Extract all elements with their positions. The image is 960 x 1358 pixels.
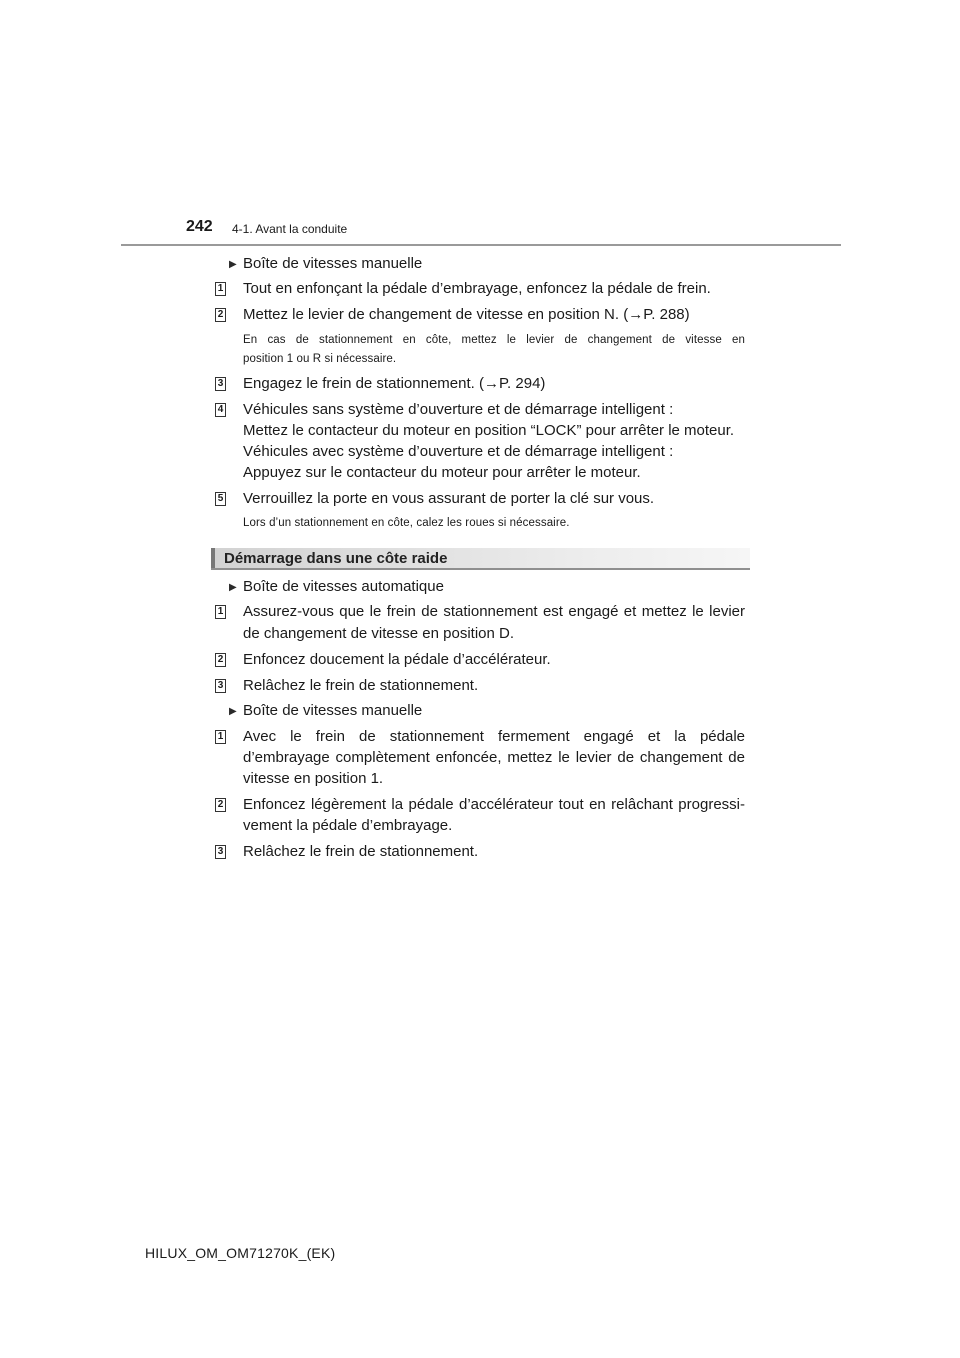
step-badge: 1: [215, 730, 226, 744]
step-badge: 3: [215, 845, 226, 859]
step-text: Assurez-vous que le frein de stationnement est engagé et mettez le levier: [243, 603, 745, 620]
page-number: 242: [186, 218, 213, 235]
step-badge: 4: [215, 403, 226, 417]
step-text: Verrouillez la porte en vous assurant de porter la clé sur vous.: [243, 490, 655, 507]
step-badge: 3: [215, 377, 226, 391]
section-title: Démarrage dans une côte raide: [224, 550, 448, 567]
step-badge: 1: [215, 605, 226, 619]
step-badge: 3: [215, 679, 226, 693]
step-text: Relâchez le frein de stationnement.: [243, 843, 479, 860]
subheading-text: Boîte de vitesses manuelle: [243, 702, 423, 719]
step-text: de changement de vitesse en position D.: [243, 625, 515, 642]
step-text: Véhicules avec système d’ouverture et de démarrage intelligent :: [243, 443, 674, 460]
step-badge: 2: [215, 798, 226, 812]
step-text: Mettez le contacteur du moteur en position “LOCK” pour arrêter le moteur.: [243, 422, 735, 439]
step-badge: 1: [215, 282, 226, 296]
step-text: Enfoncez légèrement la pédale d’accélérateur tout en relâchant progressi-: [243, 796, 745, 813]
subheading-manual-hill: [229, 700, 422, 723]
step-text: Engagez le frein de stationnement. (→P. 294): [243, 375, 546, 392]
step-text: Tout en enfonçant la pédale d’embrayage, enfoncez la pédale de frein.: [243, 280, 711, 297]
step-text: Enfoncez doucement la pédale d’accélérateur.: [243, 651, 551, 668]
step-text: Véhicules sans système d’ouverture et de démarrage intelligent :: [243, 401, 674, 418]
section-banner: [211, 548, 750, 570]
triangle-bullet-icon: ▶: [229, 259, 237, 270]
step-text: Avec le frein de stationnement fermement engagé et la pédale: [243, 728, 745, 745]
step-text: Appuyez sur le contacteur du moteur pour arrêter le moteur.: [243, 464, 641, 481]
subheading-text: Boîte de vitesses automatique: [243, 578, 444, 595]
step-text: Mettez le levier de changement de vitesse en position N. (→P. 288): [243, 306, 690, 323]
header-divider: [121, 244, 841, 246]
step-text: vitesse en position 1.: [243, 770, 384, 787]
subheading-manual-parking: [229, 253, 422, 276]
section-label: 4-1. Avant la conduite: [232, 222, 348, 236]
footer-document-code: HILUX_OM_OM71270K_(EK): [145, 1245, 336, 1261]
step-note: En cas de stationnement en côte, mettez le levier de changement de vitesse en: [243, 334, 745, 346]
subheading-automatic: [229, 576, 444, 599]
subheading-text: Boîte de vitesses manuelle: [243, 255, 423, 272]
step-text: Relâchez le frein de stationnement.: [243, 677, 479, 694]
step-note: position 1 ou R si nécessaire.: [243, 353, 397, 365]
step-text: vement la pédale d’embrayage.: [243, 817, 453, 834]
step-badge: 5: [215, 492, 226, 506]
triangle-bullet-icon: ▶: [229, 582, 237, 593]
triangle-bullet-icon: ▶: [229, 706, 237, 717]
step-note: Lors d’un stationnement en côte, calez les roues si nécessaire.: [243, 517, 570, 529]
step-badge: 2: [215, 308, 226, 322]
step-badge: 2: [215, 653, 226, 667]
banner-accent: [211, 548, 215, 568]
step-text: d’embrayage complètement enfoncée, mettez le levier de changement de: [243, 749, 745, 766]
